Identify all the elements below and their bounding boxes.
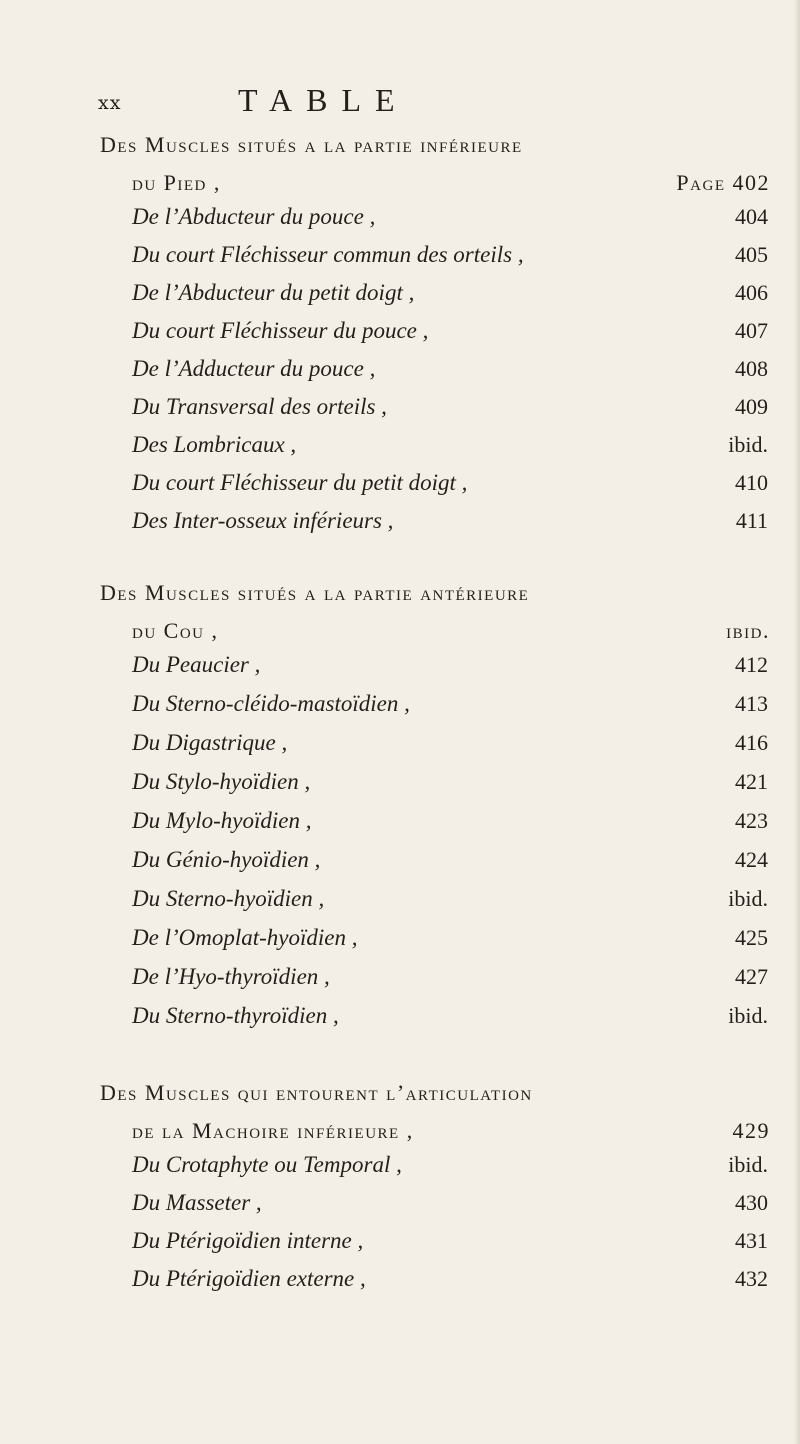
entry-page: ibid.	[728, 432, 768, 457]
toc-entry	[132, 808, 768, 846]
entry-page: ibid.	[728, 886, 768, 911]
toc-entry	[132, 691, 768, 729]
entry-page: 407	[735, 318, 768, 343]
entry-page: 405	[735, 242, 768, 267]
entry-page: 430	[735, 1190, 768, 1215]
section-page-ref: ibid.	[726, 618, 770, 643]
toc-entry	[132, 204, 768, 242]
entry-label: Du Digastrique ,	[132, 730, 288, 755]
entry-label: Du Sterno-cléido-mastoïdien ,	[132, 691, 410, 716]
toc-entry	[132, 432, 768, 470]
entry-page: 413	[735, 691, 768, 716]
entry-label: De l’Omoplat-hyoïdien ,	[132, 925, 358, 950]
section-heading-line: Des Muscles qui entourent l’articulation	[100, 1080, 533, 1105]
toc-entry	[132, 242, 768, 280]
toc-entry	[132, 652, 768, 690]
running-title: TABLE	[238, 82, 409, 118]
section-heading-subject: de la Machoire inférieure ,	[132, 1118, 414, 1143]
toc-entry	[132, 886, 768, 924]
entry-label: Du Sterno-hyoïdien ,	[132, 886, 325, 911]
section-page-ref: Page 402	[676, 170, 770, 195]
entry-page: 421	[735, 769, 768, 794]
entry-label: Du Stylo-hyoïdien ,	[132, 769, 311, 794]
entry-label: Du court Fléchisseur du petit doigt ,	[132, 470, 468, 495]
entry-page: ibid.	[728, 1152, 768, 1177]
entry-label: Des Inter-osseux inférieurs ,	[132, 508, 394, 533]
toc-entry	[132, 925, 768, 963]
page-edge-shadow	[794, 0, 800, 1444]
entry-label: Du Transversal des orteils ,	[132, 394, 387, 419]
page-number: xx	[98, 92, 122, 114]
entry-label: De l’Abducteur du pouce ,	[132, 204, 376, 229]
section-heading-subject: du Cou ,	[132, 618, 219, 643]
entry-label: Du Sterno-thyroïdien ,	[132, 1003, 339, 1028]
toc-entry	[132, 1190, 768, 1228]
entry-label: Du Ptérigoïdien interne ,	[132, 1228, 364, 1253]
section-heading-neck	[100, 574, 770, 650]
entry-page: 404	[735, 204, 768, 229]
entry-label: Du court Fléchisseur du pouce ,	[132, 318, 429, 343]
toc-entry	[132, 394, 768, 432]
toc-entry	[132, 508, 768, 546]
section-page-ref: 429	[732, 1118, 770, 1143]
toc-entry	[132, 318, 768, 356]
entry-page: 425	[735, 925, 768, 950]
toc-entry	[132, 769, 768, 807]
toc-entry	[132, 1266, 768, 1304]
entry-label: De l’Adducteur du pouce ,	[132, 356, 376, 381]
section-heading-foot	[100, 126, 770, 202]
entry-page: 431	[735, 1228, 768, 1253]
toc-entry	[132, 847, 768, 885]
entry-page: 408	[735, 356, 768, 381]
entry-page: 410	[735, 470, 768, 495]
entry-label: Du Ptérigoïdien externe ,	[132, 1266, 366, 1291]
entry-page: 412	[735, 652, 768, 677]
page-header	[0, 82, 800, 122]
section-heading-line: Des Muscles situés a la partie inférieure	[100, 132, 523, 157]
entry-page: 424	[735, 847, 768, 872]
section-heading-jaw	[100, 1074, 770, 1150]
section-heading-subject: du Pied ,	[132, 170, 221, 195]
entry-label: Des Lombricaux ,	[132, 432, 297, 457]
entry-label: Du Mylo-hyoïdien ,	[132, 808, 312, 833]
section-heading-line	[100, 164, 770, 202]
entry-label: Du Génio-hyoïdien ,	[132, 847, 321, 872]
entry-page: 406	[735, 280, 768, 305]
entry-label: Du Crotaphyte ou Temporal ,	[132, 1152, 402, 1177]
toc-entry	[132, 1228, 768, 1266]
entry-page: 432	[735, 1266, 768, 1291]
entry-page: 423	[735, 808, 768, 833]
entry-label: Du Peaucier ,	[132, 652, 261, 677]
section-heading-line	[100, 612, 770, 650]
entry-page: 427	[735, 964, 768, 989]
toc-entry	[132, 964, 768, 1002]
toc-entry	[132, 356, 768, 394]
section-heading-line	[100, 1112, 770, 1150]
toc-entry	[132, 470, 768, 508]
entry-page: 411	[735, 508, 768, 533]
entry-label: De l’Hyo-thyroïdien ,	[132, 964, 330, 989]
toc-entry	[132, 280, 768, 318]
entry-label: Du court Fléchisseur commun des orteils ,	[132, 242, 524, 267]
entry-page: 416	[735, 730, 768, 755]
entry-page: 409	[735, 394, 768, 419]
toc-entry	[132, 730, 768, 768]
toc-entry	[132, 1152, 768, 1190]
entry-page: ibid.	[728, 1003, 768, 1028]
entry-label: De l’Abducteur du petit doigt ,	[132, 280, 415, 305]
entry-label: Du Masseter ,	[132, 1190, 262, 1215]
toc-entry	[132, 1003, 768, 1041]
section-heading-line: Des Muscles situés a la partie antérieure	[100, 580, 530, 605]
